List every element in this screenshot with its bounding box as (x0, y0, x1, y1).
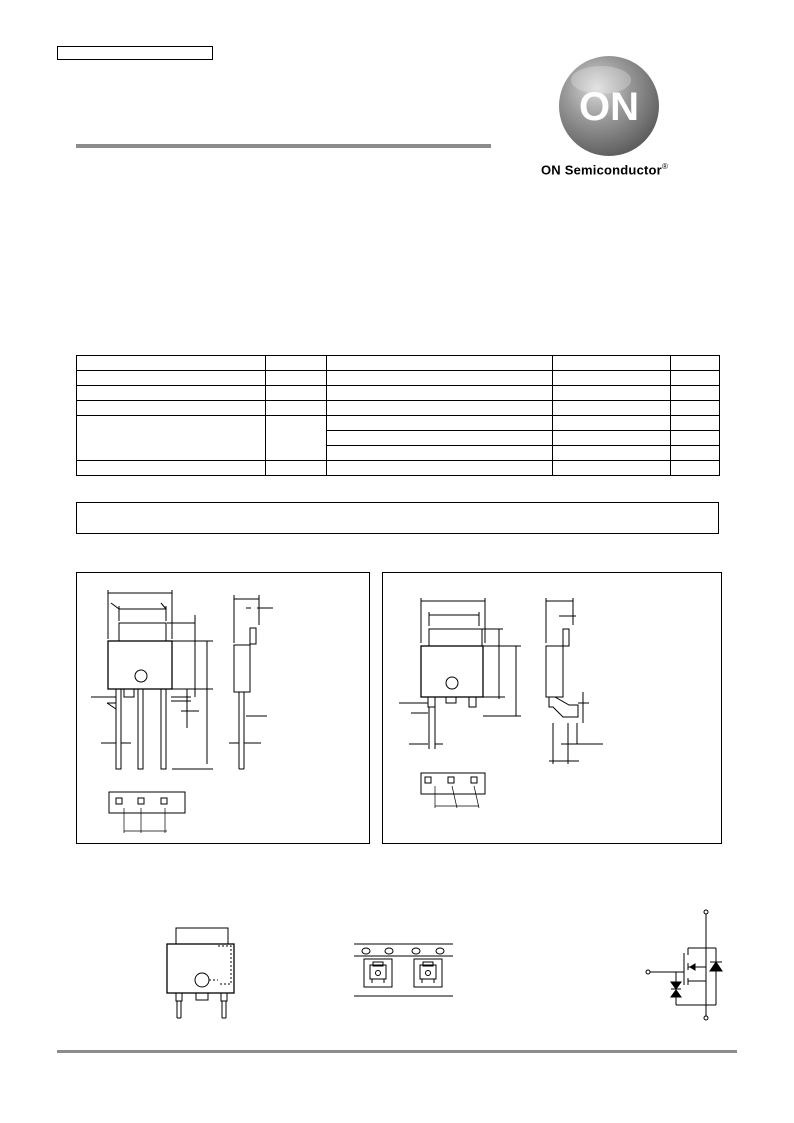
table-cell (671, 431, 720, 446)
table-cell (327, 356, 553, 371)
table-cell (77, 356, 266, 371)
table-cell (553, 416, 671, 431)
table-cell (553, 431, 671, 446)
table-cell (671, 461, 720, 476)
tape-reel-orientation (352, 940, 456, 1000)
table-cell (327, 371, 553, 386)
registered-mark: ® (661, 162, 669, 171)
table-row (77, 371, 720, 386)
note-box (76, 502, 719, 534)
table-cell (671, 446, 720, 461)
table-cell (553, 386, 671, 401)
table-cell (266, 356, 327, 371)
table-cell (553, 401, 671, 416)
package-drawing-surface-mount (382, 572, 722, 844)
table-cell (77, 371, 266, 386)
part-number-box (57, 46, 213, 60)
logo-text: ON (579, 85, 639, 129)
table-cell (553, 461, 671, 476)
brand-name-text: ON Semiconductor (541, 162, 662, 178)
table-cell (671, 386, 720, 401)
table-row (77, 401, 720, 416)
table-cell (266, 401, 327, 416)
table-cell (77, 416, 266, 461)
table-cell (327, 446, 553, 461)
table-cell (77, 401, 266, 416)
table-row (77, 356, 720, 371)
table-cell (327, 416, 553, 431)
table-cell (671, 356, 720, 371)
table-cell (266, 386, 327, 401)
table-cell (671, 416, 720, 431)
table-row (77, 416, 720, 431)
footer-rule (57, 1050, 737, 1053)
table-cell (327, 401, 553, 416)
table-cell (327, 461, 553, 476)
table-cell (553, 446, 671, 461)
package-drawing-straight-lead (76, 572, 370, 844)
table-cell (77, 386, 266, 401)
table-cell (77, 461, 266, 476)
table-cell (327, 431, 553, 446)
table-cell (671, 371, 720, 386)
marking-diagram (160, 920, 244, 1022)
table-cell (266, 461, 327, 476)
table-cell (266, 416, 327, 461)
table-row (77, 386, 720, 401)
title-rule (76, 144, 491, 148)
brand-name (541, 162, 668, 177)
table-cell (553, 356, 671, 371)
table-cell (671, 401, 720, 416)
table-row (77, 461, 720, 476)
table-cell (327, 386, 553, 401)
specs-table (76, 355, 720, 476)
table-cell (553, 371, 671, 386)
table-cell (266, 371, 327, 386)
mosfet-schematic-symbol (640, 905, 730, 1025)
on-semiconductor-logo (553, 52, 665, 164)
